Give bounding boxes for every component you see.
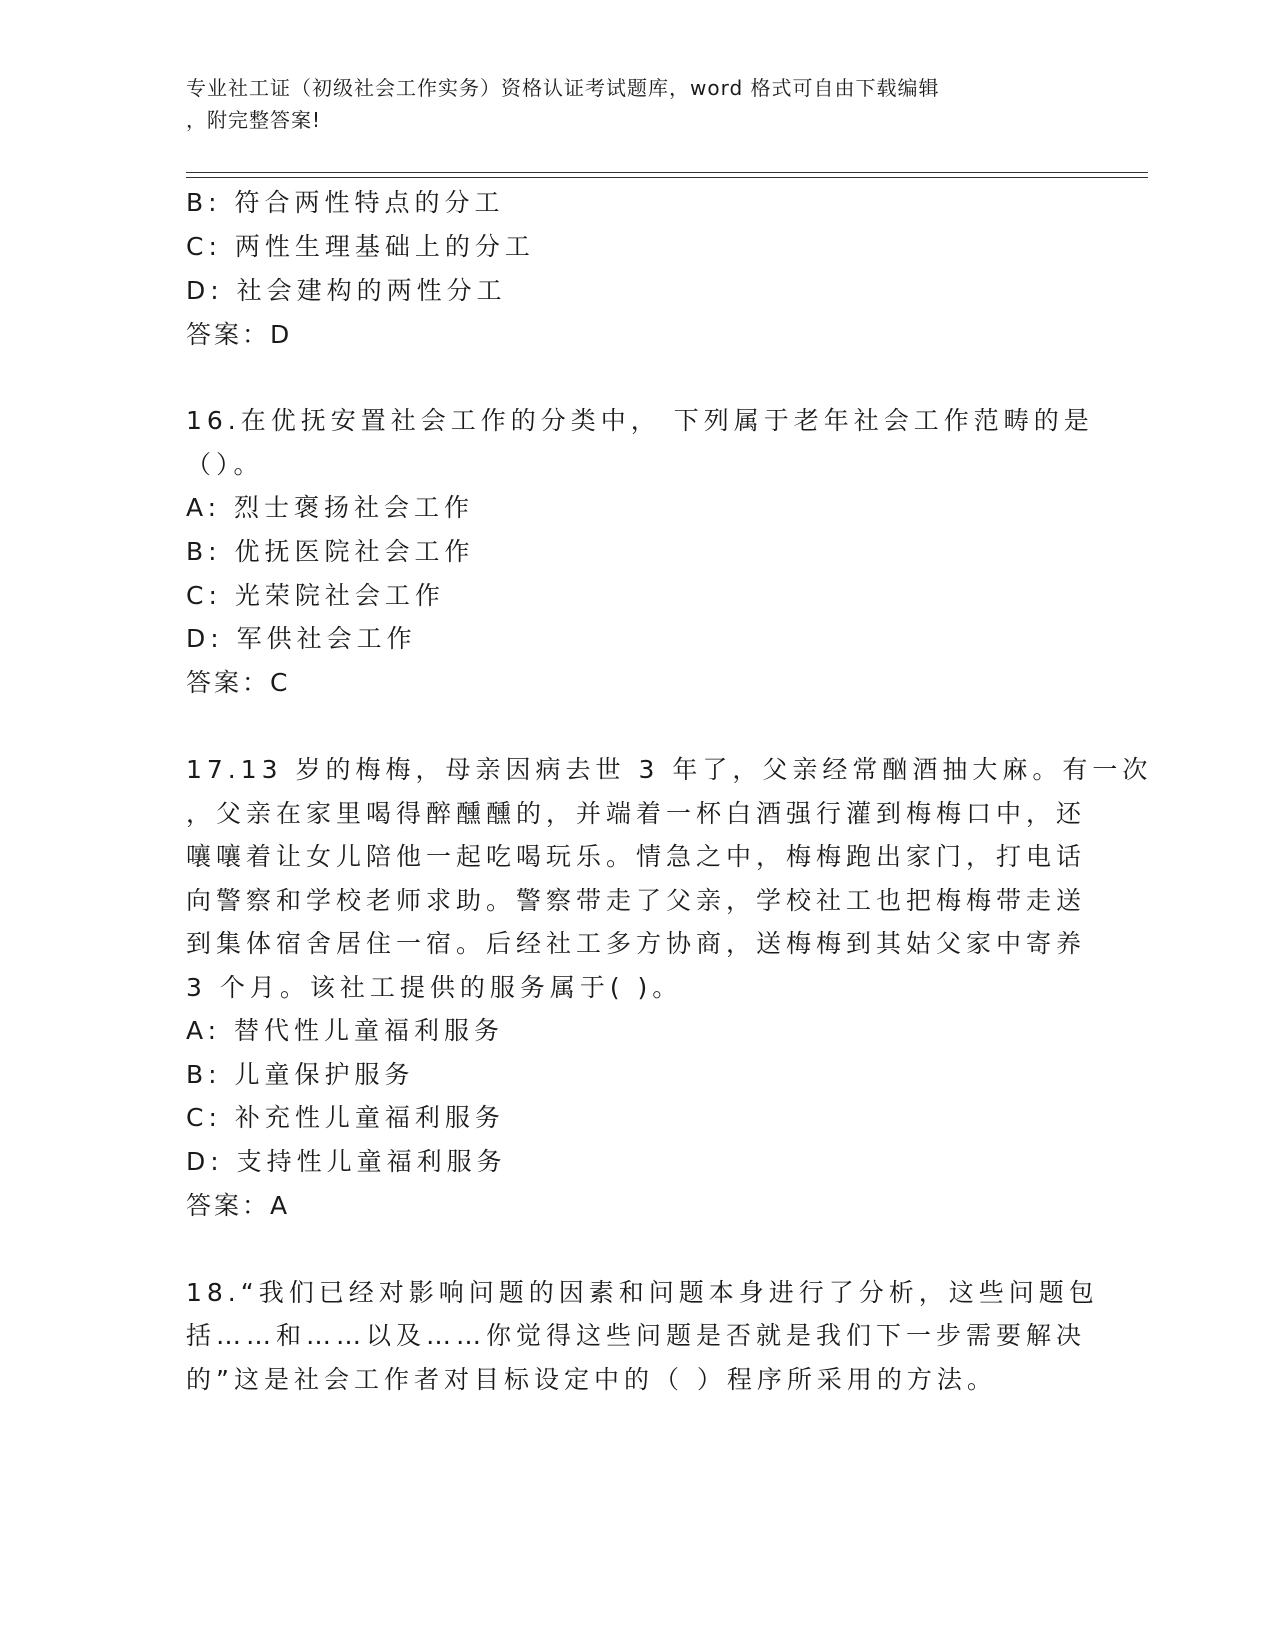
- question-stem: 18.“我们已经对影响问题的因素和问题本身进行了分析，这些问题包: [186, 1278, 1099, 1307]
- option: C: 两性生理基础上的分工: [186, 232, 535, 261]
- header-title-continued: ，附完整答案!: [186, 108, 322, 132]
- option: B: 优抚医院社会工作: [186, 537, 475, 566]
- option: C: 光荣院社会工作: [186, 581, 445, 610]
- answer: 答案：D: [186, 320, 293, 349]
- option: C: 补充性儿童福利服务: [186, 1103, 505, 1132]
- answer: 答案：C: [186, 668, 291, 697]
- question-stem: 括……和……以及……你觉得这些问题是否就是我们下一步需要解决: [186, 1321, 1087, 1350]
- option: A: 替代性儿童福利服务: [186, 1016, 505, 1045]
- header-divider: [186, 172, 1148, 173]
- option: D: 军供社会工作: [186, 624, 417, 653]
- answer: 答案：A: [186, 1191, 291, 1220]
- question-stem: 到集体宿舍居住一宿。后经社工多方协商，送梅梅到其姑父家中寄养: [186, 929, 1087, 958]
- question-stem: 嚷嚷着让女儿陪他一起吃喝玩乐。情急之中，梅梅跑出家门，打电话: [186, 842, 1087, 871]
- option: A: 烈士褒扬社会工作: [186, 493, 475, 522]
- question-stem: 16.在优抚安置社会工作的分类中， 下列属于老年社会工作范畴的是: [186, 406, 1094, 435]
- header-divider-secondary: [186, 177, 1148, 178]
- option: B: 符合两性特点的分工: [186, 188, 505, 217]
- question-stem: 的”这是社会工作者对目标设定中的（ ）程序所采用的方法。: [186, 1365, 997, 1394]
- question-stem: （）。: [186, 450, 264, 479]
- option: D: 社会建构的两性分工: [186, 276, 507, 305]
- option: D: 支持性儿童福利服务: [186, 1147, 507, 1176]
- option: B: 儿童保护服务: [186, 1060, 415, 1089]
- question-stem: ，父亲在家里喝得醉醺醺的，并端着一杯白酒强行灌到梅梅口中，还: [186, 799, 1087, 828]
- question-stem: 向警察和学校老师求助。警察带走了父亲，学校社工也把梅梅带走送: [186, 886, 1087, 915]
- question-stem: 17.13 岁的梅梅，母亲因病去世 3 年了，父亲经常酗酒抽大麻。有一次: [186, 755, 1153, 784]
- header-title: 专业社工证（初级社会工作实务）资格认证考试题库，word 格式可自由下载编辑: [186, 76, 940, 100]
- question-stem: 3 个月。该社工提供的服务属于( )。: [186, 973, 683, 1002]
